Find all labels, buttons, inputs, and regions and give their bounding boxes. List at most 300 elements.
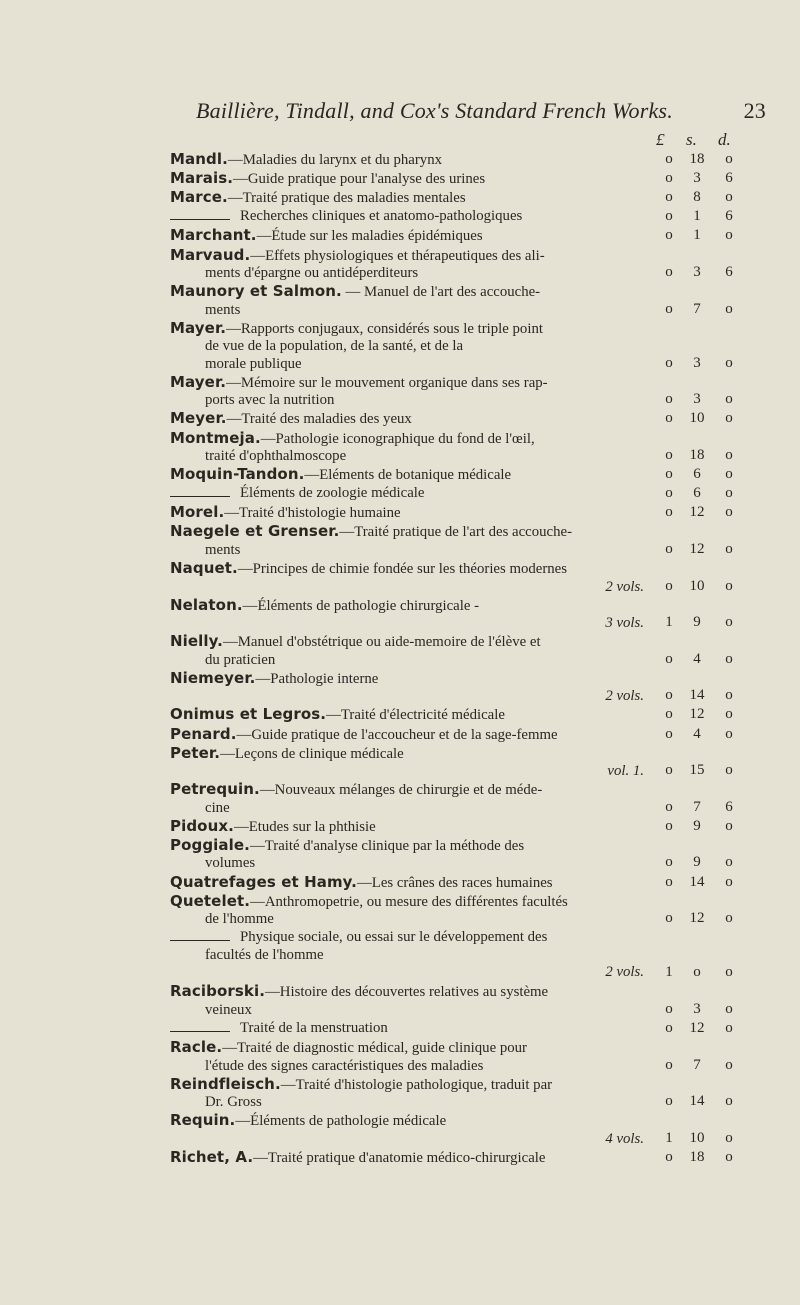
- catalogue-entry: [170, 208, 650, 226]
- price-shillings: 1: [693, 227, 701, 244]
- entry-line: [170, 320, 650, 339]
- price-shillings: 3: [693, 354, 701, 371]
- price-pence: o: [725, 410, 733, 427]
- entry-line: [170, 170, 650, 189]
- price-pounds: o: [665, 798, 673, 815]
- price-pounds: o: [665, 725, 673, 742]
- price-pounds: 1: [665, 1129, 673, 1146]
- price-pounds: 1: [665, 614, 673, 631]
- price-pence: o: [725, 1093, 733, 1110]
- price-shillings: 10: [689, 1129, 705, 1146]
- entry-price: [656, 466, 786, 484]
- entry-line: [170, 430, 650, 449]
- entry-price: [656, 485, 786, 503]
- price-pounds: o: [665, 762, 673, 779]
- entry-title-text: cine: [205, 799, 230, 816]
- price-shillings: 8: [693, 189, 701, 206]
- price-pence: o: [725, 300, 733, 317]
- pence-header: d.: [718, 130, 731, 149]
- ditto-rule: [170, 209, 230, 220]
- price-shillings: 14: [689, 687, 705, 704]
- price-pence: o: [725, 1148, 733, 1165]
- entry-author: Racle.: [170, 1038, 223, 1056]
- catalogue-entry: [170, 781, 650, 817]
- entry-title-text: Éléments de zoologie médicale: [240, 485, 425, 502]
- entry-line: [170, 356, 650, 374]
- price-pounds: o: [665, 208, 673, 225]
- entry-title-text: —Les crânes des races humaines: [356, 874, 553, 891]
- price-shillings: 18: [689, 447, 705, 463]
- price-pounds: o: [665, 264, 673, 280]
- catalogue-entry: [170, 559, 650, 595]
- entry-line: [170, 466, 650, 485]
- entry-author: Poggiale.: [170, 835, 250, 854]
- catalogue-entry: [170, 595, 650, 632]
- price-pounds: o: [665, 687, 673, 704]
- price-shillings: 14: [689, 1093, 705, 1110]
- price-pounds: o: [665, 447, 673, 463]
- ditto-rule: [170, 486, 230, 497]
- price-pounds: o: [665, 577, 673, 594]
- entry-title-text: —Histoire des découvertes relatives au système: [265, 984, 549, 1001]
- price-pence: o: [725, 485, 733, 502]
- price-pounds: o: [665, 910, 673, 927]
- entry-title-text: vol. 1.: [607, 763, 644, 780]
- price-pounds: o: [665, 189, 673, 206]
- catalogue-entry: [170, 706, 650, 725]
- price-pounds: o: [665, 1148, 673, 1165]
- price-pence: o: [725, 447, 733, 463]
- price-pounds: o: [665, 354, 673, 371]
- entry-author: Morel.: [170, 503, 225, 522]
- catalogue-entry: [170, 1020, 650, 1038]
- entry-title-text: —Éléments de pathologie médicale: [235, 1113, 447, 1130]
- entry-price: [656, 189, 786, 207]
- price-shillings: 12: [689, 910, 705, 927]
- catalogue-entry: [170, 1039, 650, 1075]
- catalogue-entry: [170, 227, 650, 246]
- entry-title-text: —Nouveaux mélanges de chirurgie et de méde-: [259, 782, 543, 799]
- entry-line: [170, 726, 650, 745]
- price-pounds: o: [665, 410, 673, 427]
- entry-author: Naquet.: [170, 559, 238, 577]
- price-shillings: 9: [693, 817, 701, 834]
- entry-author: Marchant.: [170, 226, 257, 245]
- price-pounds: o: [665, 485, 673, 502]
- price-pounds: o: [665, 650, 673, 667]
- entry-title-text: volumes: [205, 855, 256, 872]
- price-pounds: o: [665, 300, 673, 317]
- entry-line: [170, 1002, 650, 1020]
- entry-title-text: de vue de la population, de la santé, et de la: [205, 338, 464, 355]
- entry-line: [170, 392, 650, 410]
- price-pounds: o: [665, 227, 673, 244]
- entry-author: Raciborski.: [170, 982, 265, 1001]
- entry-title-text: —Traité des maladies des yeux: [226, 411, 412, 428]
- entry-author: Pidoux.: [170, 816, 234, 835]
- entry-title-text: Physique sociale, ou essai sur le développement des: [240, 929, 548, 946]
- entry-title-text: l'étude des signes caractéristiques des maladies: [205, 1057, 484, 1074]
- entry-author: Penard.: [170, 724, 237, 743]
- catalogue-entry: [170, 247, 650, 283]
- entry-author: Richet, A.: [170, 1147, 254, 1166]
- price-pence: o: [725, 725, 733, 742]
- entry-line: [170, 745, 650, 764]
- entry-line: [170, 338, 650, 356]
- entry-line: [170, 1039, 650, 1058]
- price-pence: o: [725, 540, 733, 557]
- catalogue-entry: [170, 874, 650, 893]
- price-shillings: 3: [693, 1000, 701, 1017]
- price-pence: o: [725, 1000, 733, 1017]
- price-pence: o: [725, 391, 733, 408]
- price-pounds: o: [665, 504, 673, 521]
- price-pence: o: [725, 1056, 733, 1073]
- shillings-header: s.: [686, 130, 697, 149]
- entry-author: Nielly.: [170, 632, 223, 651]
- entry-title-text: —Maladies du larynx et du pharynx: [227, 152, 442, 168]
- entry-price: [656, 1057, 786, 1075]
- price-pounds: o: [665, 817, 673, 834]
- entry-author: Nelaton.: [170, 595, 243, 614]
- price-pence: o: [725, 1129, 733, 1146]
- entry-line: [170, 302, 650, 320]
- entry-title-text: ments: [205, 301, 241, 318]
- entry-line: [170, 1112, 650, 1131]
- price-shillings: 14: [689, 873, 705, 890]
- entry-title-text: —Mémoire sur le mouvement organique dans ses rap-: [226, 374, 548, 391]
- catalogue-entry: [170, 504, 650, 523]
- entry-line: [170, 947, 650, 965]
- entry-author: Meyer.: [170, 409, 227, 428]
- price-pence: o: [725, 614, 733, 631]
- price-shillings: 12: [689, 1019, 705, 1036]
- price-pence: 6: [725, 208, 733, 225]
- entry-line: [170, 189, 650, 208]
- price-shillings: 10: [689, 577, 705, 594]
- entry-price: [656, 910, 786, 928]
- price-pounds: o: [665, 1093, 673, 1110]
- price-pounds: o: [665, 540, 673, 557]
- entry-line: [170, 1094, 650, 1112]
- entry-author: Peter.: [170, 743, 221, 762]
- catalogue-entry: [170, 1149, 650, 1168]
- ditto-rule: [170, 1021, 230, 1032]
- price-column-headers: [652, 130, 792, 150]
- entry-line: [170, 818, 650, 837]
- entry-title-text: 3 vols.: [605, 615, 644, 632]
- entry-price: [656, 818, 786, 836]
- entry-line: [170, 504, 650, 523]
- entry-line: [170, 1076, 650, 1095]
- catalogue-entry: [170, 410, 650, 429]
- price-shillings: 4: [693, 725, 701, 742]
- entry-author: Montmeja.: [170, 428, 261, 447]
- entry-line: [170, 151, 650, 170]
- catalogue-entry: [170, 726, 650, 745]
- entry-price: [656, 1020, 786, 1038]
- entry-line: [170, 893, 650, 912]
- catalogue-entry: [170, 466, 650, 485]
- entry-title-text: —Pathologie iconographique du fond de l'œil,: [260, 430, 535, 447]
- catalogue-entry: [170, 523, 650, 559]
- entry-title-text: —Traité pratique de l'art des accouche-: [339, 524, 573, 541]
- price-shillings: 12: [689, 504, 705, 521]
- price-pounds: o: [665, 1000, 673, 1017]
- entry-line: [170, 265, 650, 283]
- entry-line: [170, 247, 650, 266]
- price-pence: o: [725, 706, 733, 723]
- entry-title-text: —Traité d'histologie humaine: [224, 505, 401, 522]
- entry-title-text: facultés de l'homme: [205, 946, 324, 963]
- price-pence: o: [725, 964, 733, 981]
- entry-line: [170, 800, 650, 818]
- entry-title-text: traité d'ophthalmoscope: [205, 448, 347, 464]
- entry-author: Marce.: [170, 188, 228, 207]
- price-shillings: 12: [689, 706, 705, 723]
- price-pence: o: [725, 504, 733, 521]
- entry-title-text: —Étude sur les maladies épidémiques: [256, 228, 483, 245]
- entry-price: [656, 391, 786, 409]
- price-pounds: o: [665, 1056, 673, 1073]
- entry-price: [656, 227, 786, 245]
- catalogue-entry: [170, 430, 650, 466]
- entry-title-text: de l'homme: [205, 911, 274, 928]
- entry-title-text: — Manuel de l'art des accouche-: [341, 284, 541, 301]
- price-pence: o: [725, 151, 733, 167]
- catalogue-entry: [170, 633, 650, 669]
- price-pence: o: [725, 189, 733, 206]
- catalogue-entry: [170, 837, 650, 873]
- entry-title-text: —Traité d'histologie pathologique, traduit par: [280, 1076, 553, 1093]
- entry-title-text: —Eléments de botanique médicale: [304, 467, 512, 484]
- price-shillings: 10: [689, 410, 705, 427]
- entry-author: Moquin-Tandon.: [170, 465, 305, 484]
- entry-price: [656, 854, 786, 872]
- price-pence: o: [725, 762, 733, 779]
- entry-line: [170, 633, 650, 652]
- price-pence: 6: [725, 264, 733, 280]
- entry-price: [656, 410, 786, 428]
- entry-price: [656, 151, 786, 169]
- entry-price: [656, 208, 786, 226]
- entry-title-text: —Guide pratique de l'accoucheur et de la sage-femme: [236, 726, 558, 743]
- entry-price: [656, 355, 786, 373]
- entry-price: [656, 447, 786, 465]
- price-pounds: o: [665, 873, 673, 890]
- price-pounds: 1: [665, 964, 673, 981]
- price-pence: o: [725, 227, 733, 244]
- entry-price: [656, 264, 786, 282]
- entry-line: [170, 855, 650, 873]
- price-shillings: 7: [693, 300, 701, 317]
- entry-title-text: du praticien: [205, 651, 276, 668]
- catalogue-entry: [170, 1111, 650, 1147]
- entry-line: [170, 983, 650, 1002]
- price-pence: o: [725, 910, 733, 927]
- catalogue-entry: [170, 1076, 650, 1112]
- entry-title-text: 2 vols.: [605, 578, 644, 595]
- entry-line: [170, 523, 650, 542]
- entry-title-text: —Éléments de pathologie chirurgicale -: [242, 597, 480, 614]
- catalogue-entry: [170, 893, 650, 929]
- entry-title-text: —Traité d'analyse clinique par la méthode des: [249, 837, 525, 854]
- entry-line: [170, 410, 650, 429]
- entry-author: Maunory et Salmon.: [170, 282, 342, 301]
- entry-author: Mandl.: [170, 150, 228, 168]
- price-shillings: 4: [693, 650, 701, 667]
- price-pence: o: [725, 354, 733, 371]
- entry-title-text: Dr. Gross: [205, 1094, 262, 1111]
- entry-price: [656, 964, 786, 982]
- entry-price: [656, 1093, 786, 1111]
- ditto-rule: [170, 930, 230, 941]
- price-pence: o: [725, 577, 733, 594]
- entry-author: Quetelet.: [170, 891, 251, 910]
- entry-line: [170, 208, 650, 226]
- price-pence: o: [725, 854, 733, 871]
- entry-line: [170, 670, 650, 689]
- price-shillings: 3: [693, 170, 701, 187]
- price-pence: 6: [725, 798, 733, 815]
- entry-line: [170, 911, 650, 929]
- running-head: [196, 98, 766, 124]
- entry-author: Mayer.: [170, 318, 227, 337]
- entry-title-text: —Pathologie interne: [255, 670, 379, 687]
- entry-author: Marvaud.: [170, 245, 251, 264]
- entry-line: [170, 448, 650, 466]
- entry-line: [170, 597, 650, 616]
- price-shillings: 1: [693, 208, 701, 225]
- price-shillings: 6: [693, 485, 701, 502]
- entry-line: [170, 652, 650, 670]
- price-shillings: o: [693, 964, 701, 981]
- entry-price: [656, 170, 786, 188]
- catalogue-entry: [170, 189, 650, 208]
- price-pounds: o: [665, 466, 673, 483]
- entry-price: [656, 874, 786, 892]
- price-pounds: o: [665, 854, 673, 871]
- entry-author: Marais.: [170, 169, 234, 188]
- entry-price: [656, 1001, 786, 1019]
- entry-title-text: Recherches cliniques et anatomo-pathologiques: [240, 208, 523, 225]
- page-number: 23: [743, 98, 766, 123]
- entry-price: [656, 1130, 786, 1148]
- catalogue-entry: [170, 743, 650, 780]
- entry-title-text: —Leçons de clinique médicale: [220, 745, 404, 762]
- entry-author: Reindfleisch.: [170, 1074, 281, 1093]
- price-pounds: o: [665, 170, 673, 187]
- catalogue-entry: [170, 818, 650, 837]
- entry-line: [170, 560, 650, 579]
- entry-author: Quatrefages et Hamy.: [170, 872, 357, 891]
- entry-author: Niemeyer.: [170, 668, 256, 687]
- entry-author: Mayer.: [170, 372, 227, 391]
- entry-line: [170, 1058, 650, 1076]
- price-shillings: 6: [693, 466, 701, 483]
- entry-title-text: ports avec la nutrition: [205, 392, 335, 409]
- entry-line: [170, 542, 650, 560]
- entry-title-text: —Guide pratique pour l'analyse des urines: [233, 171, 486, 188]
- price-shillings: 3: [693, 264, 701, 280]
- price-pence: o: [725, 466, 733, 483]
- pounds-header: £: [656, 130, 665, 149]
- catalogue-entry: [170, 668, 650, 705]
- catalogue-entry: [170, 151, 650, 170]
- entry-line: [170, 1149, 650, 1168]
- price-shillings: 15: [689, 762, 705, 779]
- entry-price: [656, 726, 786, 744]
- entry-line: [170, 1020, 650, 1038]
- price-pence: o: [725, 1019, 733, 1036]
- entry-title-text: veineux: [205, 1001, 252, 1018]
- price-shillings: 7: [693, 1056, 701, 1073]
- entry-price: [656, 706, 786, 724]
- price-pence: o: [725, 817, 733, 834]
- price-shillings: 18: [689, 1148, 705, 1165]
- entry-price: [656, 687, 786, 705]
- price-pounds: o: [665, 1019, 673, 1036]
- catalogue-entry: [170, 485, 650, 503]
- entry-line: [170, 374, 650, 393]
- entry-author: Petrequin.: [170, 780, 260, 799]
- price-pence: o: [725, 650, 733, 667]
- price-pounds: o: [665, 706, 673, 723]
- entry-title-text: 4 vols.: [605, 1130, 644, 1147]
- entry-price: [656, 504, 786, 522]
- entry-author: Onimus et Legros.: [170, 705, 327, 724]
- entry-line: [170, 929, 650, 947]
- catalogue-entry: [170, 374, 650, 410]
- price-shillings: 18: [689, 151, 705, 167]
- price-shillings: 12: [689, 540, 705, 557]
- price-shillings: 9: [693, 854, 701, 871]
- entry-price: [656, 301, 786, 319]
- price-pence: o: [725, 687, 733, 704]
- entry-title-text: —Anthromopetrie, ou mesure des différentes facultés: [250, 893, 568, 910]
- entry-title-text: ments: [205, 541, 241, 558]
- entry-title-text: —Traité d'électricité médicale: [326, 707, 505, 724]
- price-pence: 6: [725, 170, 733, 187]
- entry-line: [170, 227, 650, 246]
- price-shillings: 9: [693, 614, 701, 631]
- entry-price: [656, 651, 786, 669]
- catalogue-entry: [170, 983, 650, 1019]
- entry-author: Requin.: [170, 1111, 236, 1130]
- entry-price: [656, 762, 786, 780]
- entry-line: [170, 485, 650, 503]
- price-shillings: 3: [693, 391, 701, 408]
- entry-line: [170, 874, 650, 893]
- entry-title-text: —Rapports conjugaux, considérés sous le triple point: [226, 320, 543, 337]
- entry-line: [170, 837, 650, 856]
- catalogue-entry: [170, 170, 650, 189]
- entry-title-text: 2 vols.: [605, 688, 644, 705]
- entry-title-text: —Effets physiologiques et thérapeutiques des ali-: [250, 247, 545, 264]
- catalogue-entry: [170, 929, 650, 981]
- entry-title-text: —Traité de diagnostic médical, guide clinique pour: [222, 1040, 527, 1056]
- running-head-title: Baillière, Tindall, and Cox's Standard French Works.: [196, 98, 673, 123]
- entry-title-text: Traité de la menstruation: [240, 1019, 388, 1036]
- price-pounds: o: [665, 151, 673, 167]
- entry-title-text: 2 vols.: [605, 964, 644, 981]
- entry-title-text: —Traité pratique d'anatomie médico-chirurgicale: [253, 1149, 546, 1166]
- entry-title-text: —Principes de chimie fondée sur les théories modernes: [237, 561, 567, 577]
- price-pounds: o: [665, 391, 673, 408]
- entry-line: [170, 283, 650, 302]
- entry-title-text: —Manuel d'obstétrique ou aide-memoire de l'élève et: [222, 634, 541, 651]
- catalogue-entry: [170, 320, 650, 374]
